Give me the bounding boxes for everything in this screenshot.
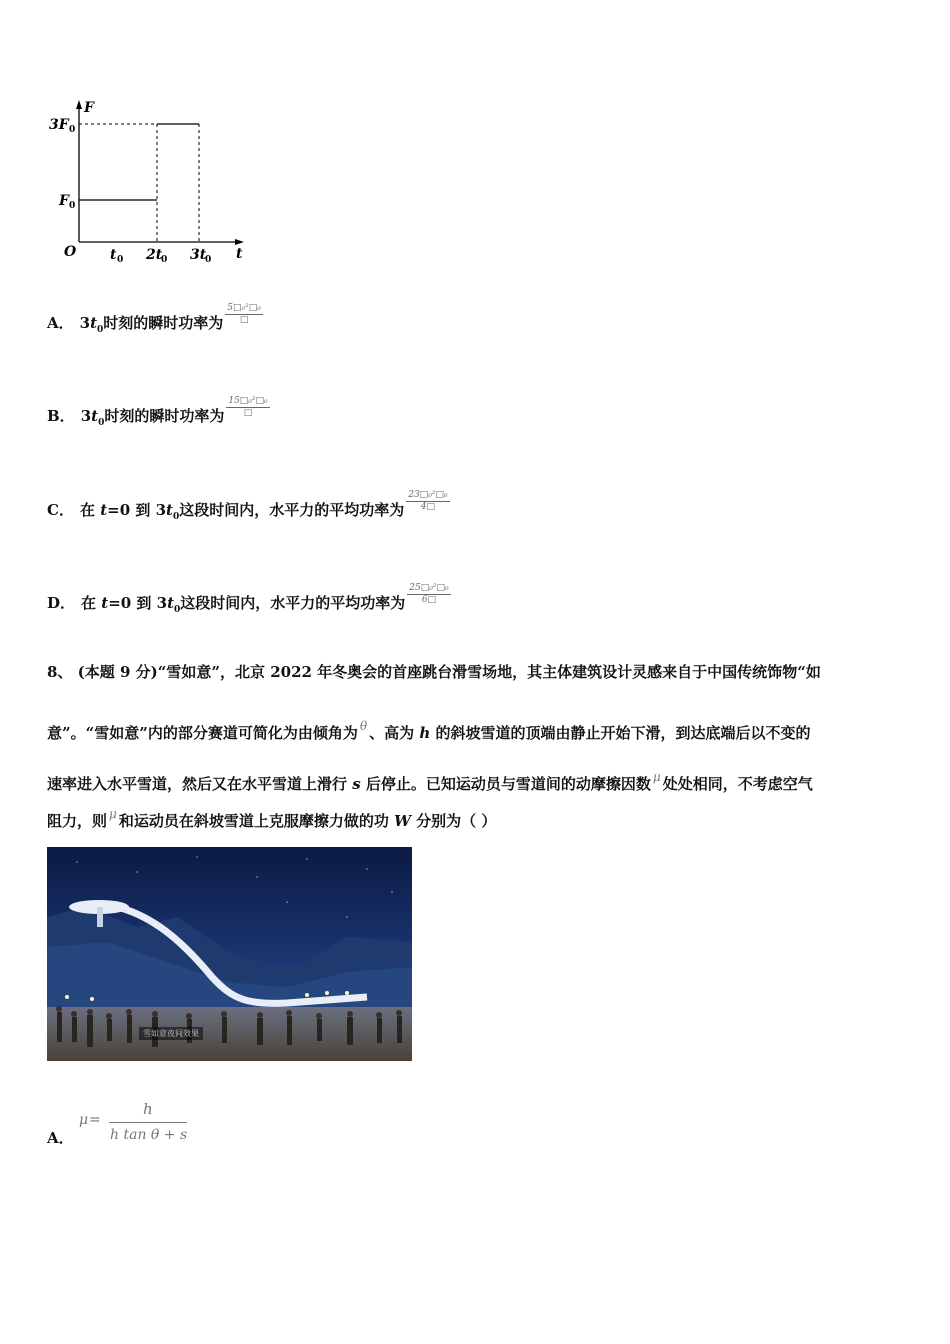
question-8-line-1: 8、 (本题 9 分)“雪如意”，北京 2022 年冬奥会的首座跳台滑雪场地，其主体建筑设计灵感来自于中国传统饰物“如 [47, 663, 821, 681]
option-a[interactable]: A． $3t_0$时刻的瞬时功率为 $\frac{\text{5□₀²□₀}}{□}$ [47, 302, 261, 335]
x-tick-t0-sub: 0 [117, 255, 124, 265]
fraction: $\frac{\text{15□₀²□₀}}{□}$ [228, 395, 268, 418]
y-tick-3f0: 3F [49, 117, 69, 133]
ski-jump-tower [97, 907, 103, 927]
origin-label: O [64, 244, 77, 260]
x-tick-3t0: 3t [190, 247, 207, 263]
x-tick-3t0-sub: 0 [205, 255, 212, 265]
option-d[interactable]: D． 在 t=0 到 $3t_0$这段时间内，水平力的平均功率为 $\frac{\text{25□₀²□₀}}{6□}$ [47, 582, 449, 615]
x-tick-2t0: 2t [146, 247, 163, 263]
option-letter: A． [47, 1129, 74, 1147]
mu-symbol: μ [652, 770, 661, 784]
equals-sign: = [89, 1112, 101, 1128]
y-tick-f0-sub: 0 [69, 201, 76, 211]
x-tick-2t0-sub: 0 [161, 255, 168, 265]
fraction: $\frac{\text{23□₀²□₀}}{4□}$ [408, 489, 448, 512]
option-b[interactable]: B． $3t_0$时刻的瞬时功率为 $\frac{\text{15□₀²□₀}}{□}$ [47, 395, 268, 428]
mu-symbol: μ [79, 1112, 89, 1128]
question-8-line-3: 速率进入水平雪道，然后又在水平雪道上滑行 s 后停止。已知运动员与雪道间的动摩擦因数 $^\mu$ 处处相同，不考虑空气 [47, 770, 813, 793]
ski-jump-illustration [47, 847, 412, 1061]
photo-caption: 雪如意夜间效果 [139, 1027, 203, 1040]
y-tick-3f0-sub: 0 [69, 125, 76, 135]
y-tick-f0: F [59, 193, 69, 209]
fraction-denominator: h tan θ + s [110, 1127, 188, 1143]
option-letter: D． [47, 594, 76, 612]
force-time-graph [40, 95, 255, 270]
plaza-ground [47, 1007, 412, 1061]
option-letter: B． [47, 407, 75, 425]
question-8-line-2: 意”。“雪如意”内的部分赛道可简化为由倾角为 $^\theta$ 、高为 h 的斜坡雪道的顶端由静止开始下滑，到达底端后以不变的 [47, 719, 811, 742]
fraction: $\frac{\text{25□₀²□₀}}{6□}$ [409, 582, 449, 605]
fraction-numerator: h [143, 1100, 153, 1118]
x-axis-arrow [235, 239, 244, 245]
mu-symbol: μ [109, 807, 117, 821]
theta-symbol: θ [359, 719, 368, 733]
x-axis-label: t [236, 246, 243, 262]
question-8-line-4: 阻力，则 $^\mu$ 和运动员在斜坡雪道上克服摩擦力做的功 W 分别为（ ） [47, 807, 497, 830]
y-axis-label: F [84, 100, 94, 116]
fraction-bar [109, 1122, 187, 1123]
y-axis-arrow [76, 100, 82, 109]
ski-jump-photo [47, 847, 412, 1061]
option-c[interactable]: C． 在 t=0 到 $3t_0$这段时间内，水平力的平均功率为 $\frac{\text{23□₀²□₀}}{4□}$ [47, 489, 448, 522]
x-tick-t0: t [110, 247, 117, 263]
fraction: $\frac{\text{5□₀²□₀}}{□}$ [227, 302, 261, 325]
option-letter: C． [47, 501, 74, 519]
option-letter: A． [47, 314, 74, 332]
